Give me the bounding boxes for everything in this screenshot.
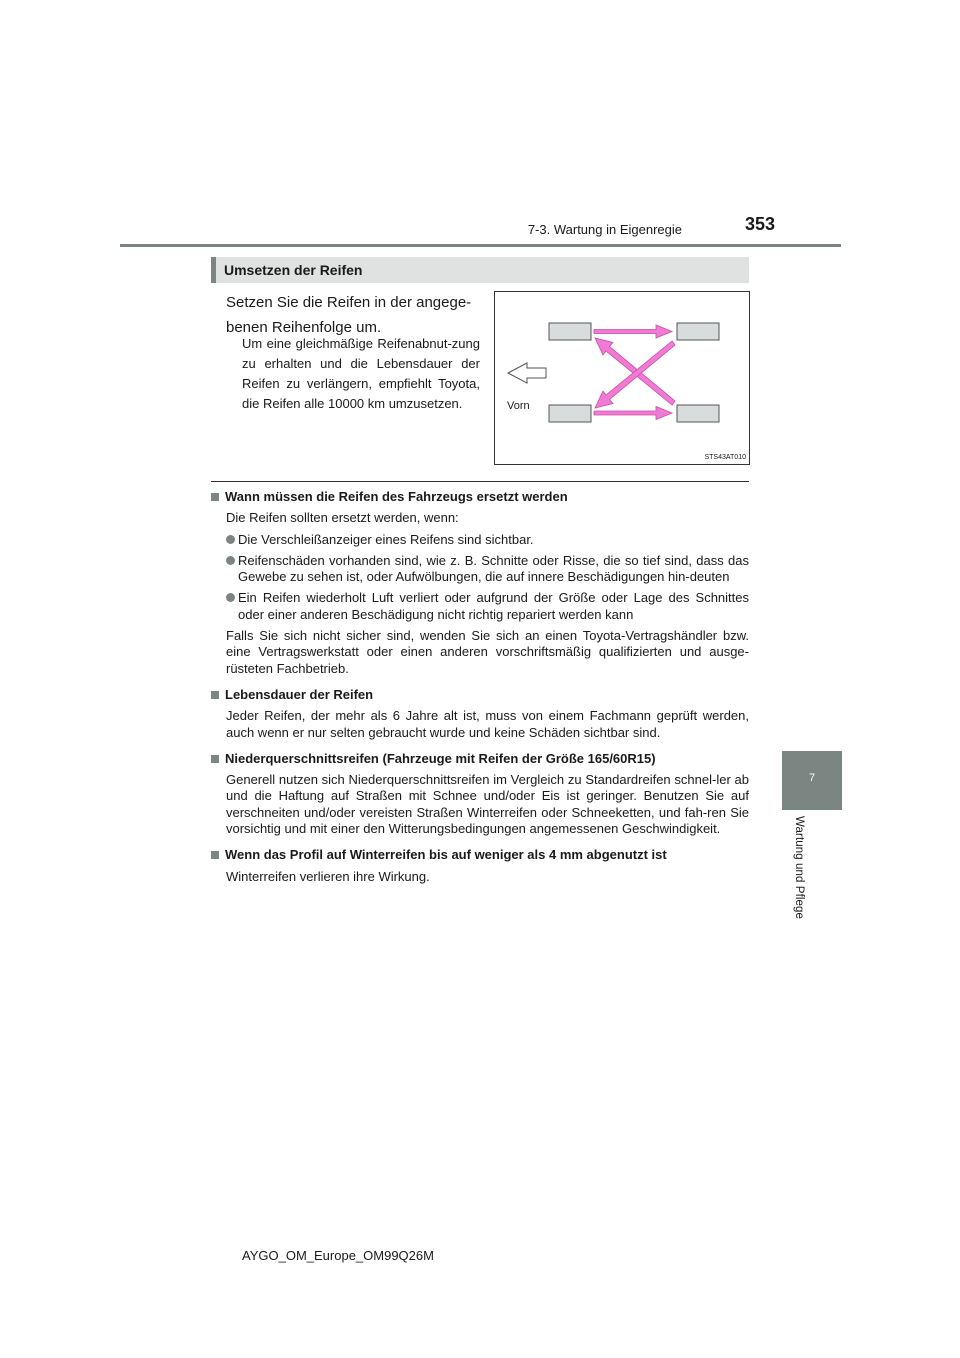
list-item: Reifenschäden vorhanden sind, wie z. B. Schnitte oder Risse, die so tief sind, dass das Gewebe zu sehen ist, oder Aufwölbungen, die auf innere Beschädigungen hin-deuten [226, 553, 749, 586]
chapter-title: Wartung und Pflege [793, 816, 805, 920]
header-rule [120, 244, 841, 247]
square-bullet-icon [211, 755, 219, 763]
note-block [211, 687, 749, 741]
note-title: Wann müssen die Reifen des Fahrzeugs ersetzt werden [225, 489, 568, 504]
figure-code: STS43AT010 [704, 454, 746, 461]
separator-rule [211, 481, 749, 482]
chapter-number: 7 [808, 772, 816, 784]
note-title: Niederquerschnittsreifen (Fahrzeuge mit Reifen der Größe 165/60R15) [225, 750, 656, 766]
section-heading-accent [211, 257, 216, 283]
note-paragraph: Winterreifen verlieren ihre Wirkung. [226, 868, 430, 884]
note-title: Wenn das Profil auf Winterreifen bis auf weniger als 4 mm abgenutzt ist [225, 847, 667, 863]
header-section-title: 7-3. Wartung in Eigenregie [527, 222, 682, 237]
list-item: Die Verschleißanzeiger eines Reifens sind sichtbar. [226, 532, 749, 548]
round-bullet-icon [226, 593, 235, 602]
note-block [211, 489, 749, 677]
note-block [211, 751, 749, 837]
footer-document-code: AYGO_OM_Europe_OM99Q26M [242, 1248, 434, 1263]
tire-front-right [677, 323, 719, 340]
tire-rear-left [549, 405, 591, 422]
intro-lead-text: Setzen Sie die Reifen in der angege-benen Reihenfolge um. [226, 294, 472, 336]
tire-front-left [549, 323, 591, 340]
front-label: Vorn [507, 400, 530, 412]
page-number: 353 [745, 214, 776, 234]
tire-rear-right [677, 405, 719, 422]
section-heading: Umsetzen der Reifen [224, 262, 363, 278]
note-block [211, 847, 749, 885]
square-bullet-icon [211, 493, 219, 501]
round-bullet-icon [226, 535, 235, 544]
square-bullet-icon [211, 691, 219, 699]
intro-note-text: Um eine gleichmäßige Reifenabnut-zung zu erhalten und die Lebensdauer der Reifen zu verlängern, empfiehlt Toyota, die Reifen alle 10000 km umzusetzen. [242, 336, 480, 411]
list-item: Ein Reifen wiederholt Luft verliert oder aufgrund der Größe oder Lage des Schnittes oder einer anderen Beschädigung nicht richtig repariert werden kann [226, 590, 749, 623]
notes-section [211, 489, 749, 885]
square-bullet-icon [211, 851, 219, 859]
round-bullet-icon [226, 556, 235, 565]
note-paragraph: Falls Sie sich nicht sicher sind, wenden Sie sich an einen Toyota-Vertragshändler bzw. eine Vertragswerkstatt oder einen anderen vorschriftsmäßig qualifizierten und ausge-rüsteten Fachbetrieb. [226, 628, 749, 676]
tire-rotation-diagram [494, 291, 750, 465]
note-paragraph: Die Reifen sollten ersetzt werden, wenn: [226, 510, 459, 526]
note-paragraph: Generell nutzen sich Niederquerschnittsreifen im Vergleich zu Standardreifen schnel-ler ab und die Haftung auf Straßen mit Schnee und/oder Eis ist geringer. Benutzen Sie auf verschneiten und/oder vereisten Straßen Winterreifen oder Schneeketten, und fah-ren Sie vorsichtig und mit einer den Witterungsbedingungen angemessenen Geschwindigkeit. [226, 772, 749, 837]
note-paragraph: Jeder Reifen, der mehr als 6 Jahre alt ist, muss von einem Fachmann geprüft werden, auch wenn er nur selten gebraucht wurde und keine Schäden sichtbar sind. [226, 708, 749, 740]
note-title: Lebensdauer der Reifen [225, 686, 374, 702]
